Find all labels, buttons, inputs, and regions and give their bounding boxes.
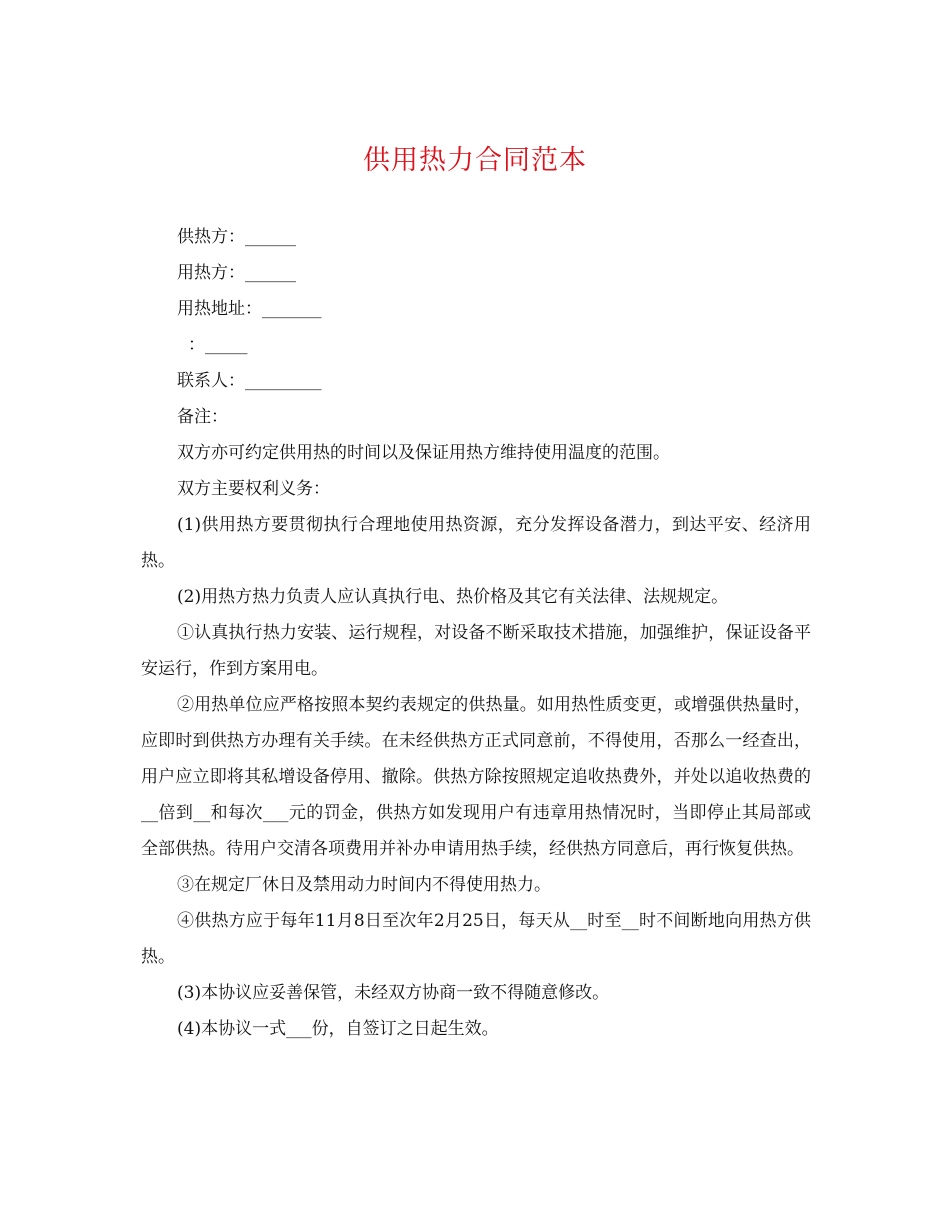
field-heat-user: 用热方：______	[177, 263, 296, 283]
paragraph-item-1: ①认真执行热力安装、运行规程，对设备不断采取技术措施，加强维护，保证设备平安运行，作到方案用电。	[141, 623, 811, 679]
paragraph-agreed-time: 双方亦可约定供用热的时间以及保证用热方维持使用温度的范围。	[177, 443, 670, 463]
field-unnamed: ：_____	[188, 335, 248, 355]
document-body	[141, 219, 811, 1047]
paragraph-rights-heading: 双方主要权利义务：	[177, 479, 330, 499]
field-heat-supplier: 供热方：______	[177, 227, 296, 247]
paragraph-item-4: ④供热方应于每年11月8日至次年2月25日，每天从__时至__时不间断地向用热方供热。	[141, 911, 811, 967]
paragraph-item-2: ②用热单位应严格按照本契约表规定的供热量。如用热性质变更，或增强供热量时，应即时到供热方办理有关手续。在未经供热方正式同意前，不得使用，否那么一经查出，用户应立即将其私增设备停用、撤除。供热方除按照规定追收热费外，并处以追收热费的__倍到__和每次___元的罚金，供热方如发现用户有违章用热情况时，当即停止其局部或全部供热。待用户交清各项费用并补办申请用热手续，经供热方同意后，再行恢复供热。	[141, 695, 811, 859]
paragraph-clause-4: (4)本协议一式___份，自签订之日起生效。	[177, 1019, 499, 1039]
field-heat-address: 用热地址：_______	[177, 299, 322, 319]
field-contact: 联系人：_________	[177, 371, 322, 391]
paragraph-clause-1: (1)供用热方要贯彻执行合理地使用热资源，充分发挥设备潜力，到达平安、经济用热。	[141, 515, 811, 571]
document-title: 供用热力合同范本	[363, 145, 587, 176]
paragraph-clause-3: (3)本协议应妥善保管，未经双方协商一致不得随意修改。	[177, 983, 610, 1003]
paragraph-item-3: ③在规定厂休日及禁用动力时间内不得使用热力。	[177, 875, 551, 895]
paragraph-clause-2: (2)用热方热力负责人应认真执行电、热价格及其它有关法律、法规规定。	[177, 587, 729, 607]
field-remarks: 备注：	[177, 407, 228, 427]
